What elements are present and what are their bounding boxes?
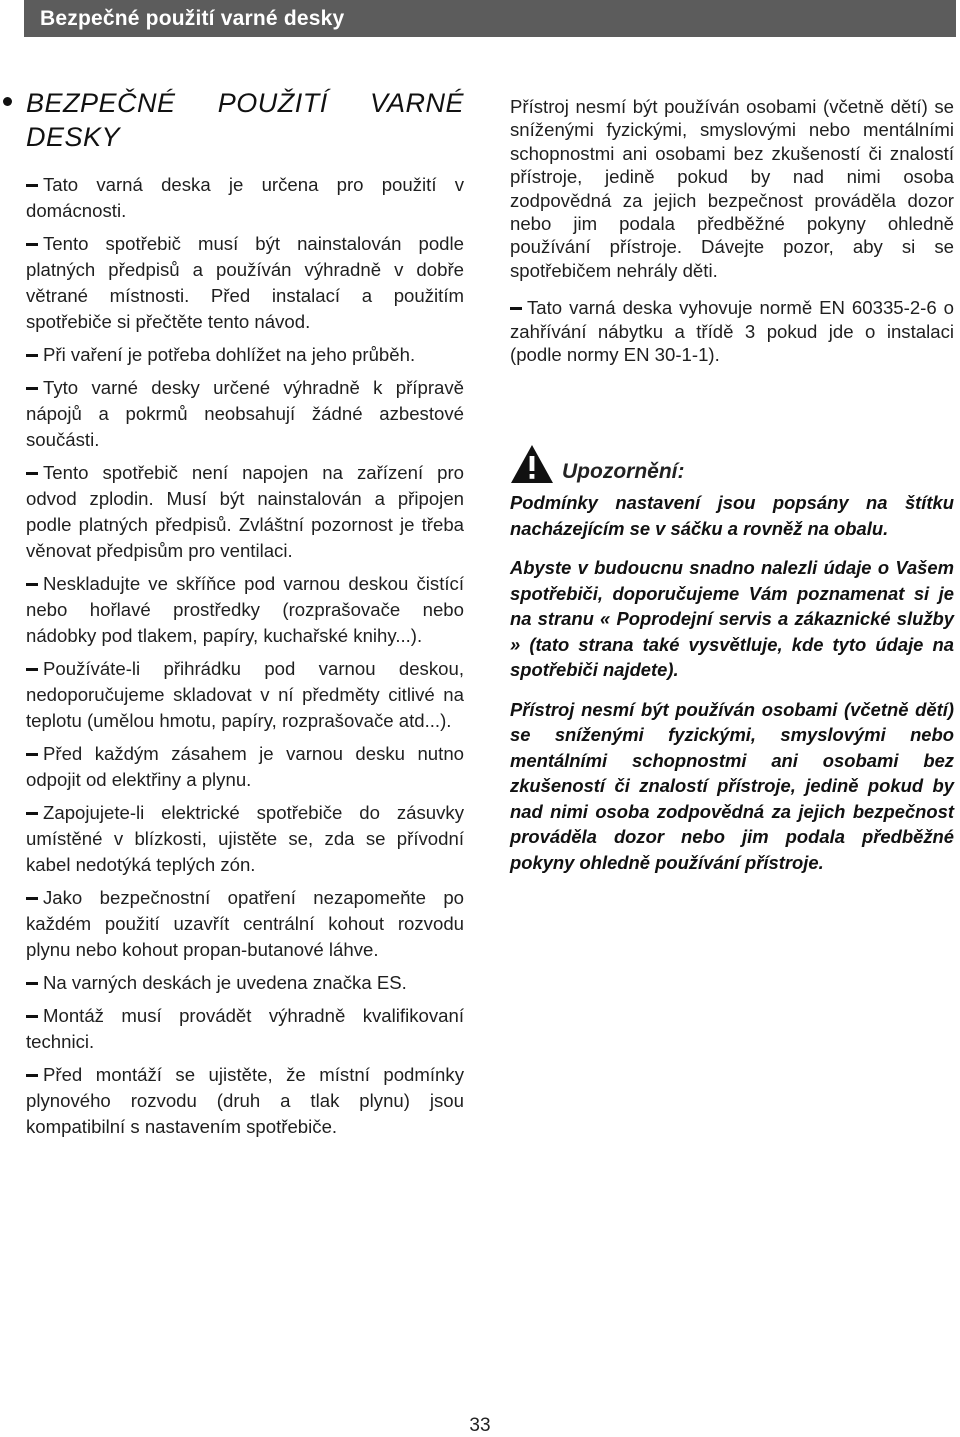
safety-item-text: Jako bezpečnostní opatření nezapomeňte po každém použití uzavřít centrální kohout rozvodu plynu nebo kohout propan-butanové láhve. [26,887,464,960]
warning-paragraph-3: Přístroj nesmí být používán osobami (včetně dětí) se sníženými fyzickými, smyslovými nebo mentálními schopnostmi ani osobami bez zkušeností či znalostí přístroje, jedině pokud by nad nimi osoba zodpovědná za jejich bezpečnost prováděla dozor nebo jim podala předběžné pokyny ohledně používání přístroje. [510,698,954,873]
safety-item-11 [26,970,464,996]
dash-icon [26,812,38,815]
safety-item-text: Tato varná deska je určena pro použití v domácnosti. [26,174,464,221]
warning-header [510,444,954,484]
safety-item-9 [26,800,464,878]
safety-item-text: Tyto varné desky určené výhradně k přípravě nápojů a pokrmů neobsahují žádné azbestové součásti. [26,377,464,450]
safety-item-text: Používáte-li přihrádku pod varnou deskou, nedoporučujeme skladovat v ní předměty citlivé na teplotu (umělou hmotu, papíry, rozprašovače atd...). [26,658,464,731]
dash-icon [26,982,38,985]
dash-icon [26,354,38,357]
usage-restriction-paragraph: Přístroj nesmí být používán osobami (včetně dětí) se sníženými fyzickými, smyslovými nebo mentálními schopnostmi ani osobami bez zkušeností či znalostí přístroje, jedině pokud by nad nimi osoba zodpovědná za jejich bezpečnost prováděla dozor nebo jim podala předběžné pokyny ohledně používání přístroje. Dávejte pozor, aby si se spotřebičem nehrály děti. [510,96,954,281]
dash-icon [26,1074,38,1077]
safety-item-text: Tento spotřebič musí být nainstalován podle platných předpisů a používán výhradně v dobře větrané místnosti. Před instalací a použitím spotřebiče si přečtěte tento návod. [26,233,464,332]
dash-icon [26,243,38,246]
safety-item-text: Zapojujete-li elektrické spotřebiče do zásuvky umístěné v blízkosti, ujistěte se, zda se přívodní kabel nedotýká teplých zón. [26,802,464,875]
safety-item-text: Montáž musí provádět výhradně kvalifikovaní technici. [26,1005,464,1052]
dash-icon [26,472,38,475]
dash-icon [26,897,38,900]
safety-item-text: Před každým zásahem je varnou desku nutno odpojit od elektřiny a plynu. [26,743,464,790]
safety-item-text: Na varných deskách je uvedena značka ES. [43,972,407,993]
page-number: 33 [469,1415,491,1436]
warning-paragraph-2: Abyste v budoucnu snadno nalezli údaje o Vašem spotřebiči, doporučujeme Vám poznamenat si je na stranu « Poprodejní servis a zákaznické služby » (tato strana také vysvětluje, kde tyto údaje na spotřebiči najdete). [510,557,954,681]
section-title-line-1 [26,86,464,120]
warning-block [510,444,954,875]
safety-item-12 [26,1003,464,1055]
left-column [26,86,464,1147]
section-title [26,86,464,154]
safety-item-8 [26,741,464,793]
header-title: Bezpečné použití varné desky [40,7,345,30]
bullet-icon [3,97,12,106]
safety-item-text: Před montáží se ujistěte, že místní podmínky plynového rozvodu (druh a tlak plynu) jsou kompatibilní s nastavením spotřebiče. [26,1064,464,1137]
safety-item-7 [26,656,464,734]
title-word-2: POUŽITÍ [217,88,328,118]
safety-item-6 [26,571,464,649]
safety-item-text: Při vaření je potřeba dohlížet na jeho průběh. [43,344,416,365]
safety-item-text: Tento spotřebič není napojen na zařízení pro odvod zplodin. Musí být nainstalován a připojen podle platných předpisů. Zvláštní pozornost je třeba věnovat předpisům pro ventilaci. [26,462,464,561]
safety-item-10 [26,885,464,963]
safety-item-text: Neskladujte ve skříňce pod varnou deskou čistící nebo hořlavé prostředky (rozprašovače nebo nádobky pod tlakem, papíry, kuchařské knihy...). [26,573,464,646]
title-word-1: BEZPEČNÉ [26,88,176,118]
norm-item-text: Tato varná deska vyhovuje normě EN 60335-2-6 o zahřívání nábytku a třídě 3 pokud jde o instalaci (podle normy EN 30-1-1). [510,297,954,366]
warning-title: Upozornění: [562,460,685,484]
safety-item-1 [26,172,464,224]
dash-icon [26,184,38,187]
norm-item [510,296,954,366]
dash-icon [26,753,38,756]
safety-item-4 [26,375,464,453]
right-column [510,95,954,889]
title-word-3: VARNÉ [369,88,464,118]
dash-icon [26,668,38,671]
safety-item-3 [26,342,464,368]
dash-icon [26,387,38,390]
dash-icon [26,583,38,586]
dash-icon [510,307,522,310]
section-title-line-2: DESKY [26,122,121,152]
safety-item-5 [26,460,464,564]
page-header [24,0,956,37]
warning-paragraph-1: Podmínky nastavení jsou popsány na štítku nacházejícím se v sáčku a rovněž na obalu. [510,492,954,539]
safety-item-13 [26,1062,464,1140]
warning-triangle-icon [510,444,554,484]
safety-item-2 [26,231,464,335]
dash-icon [26,1015,38,1018]
